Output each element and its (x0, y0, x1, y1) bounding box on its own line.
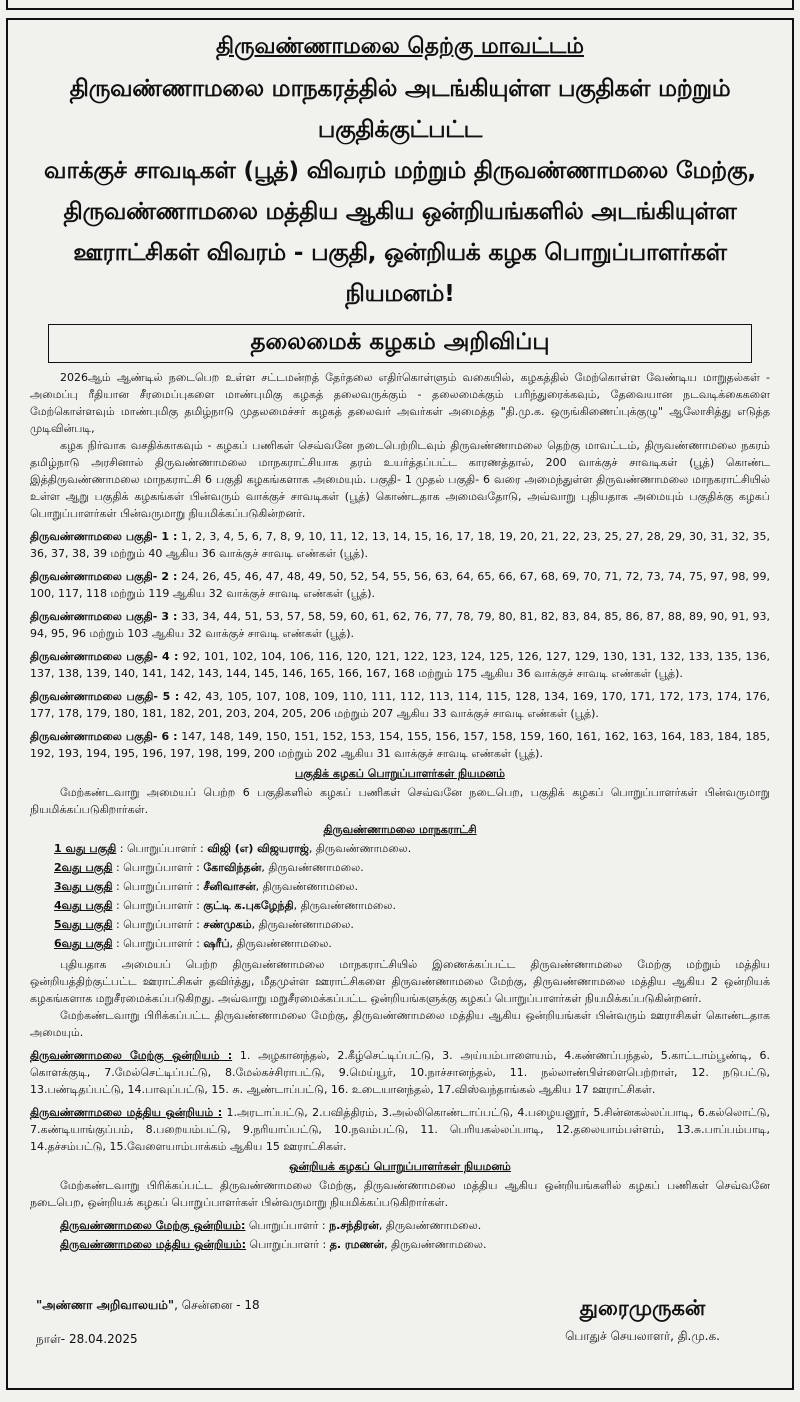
headline-line: திருவண்ணாமலை மத்திய ஆகிய ஒன்றியங்களில் அடங்கியுள்ள (63, 197, 737, 225)
union-incharge-name: ந.சந்திரன் (329, 1219, 379, 1232)
pakuthi-1 (30, 528, 770, 562)
pakuthi-2 (30, 568, 770, 602)
ward-role: : பொறுப்பாளர் : (112, 899, 204, 912)
ward-label: 3வது பகுதி (54, 880, 113, 893)
pakuthi-appointment-intro: மேற்கண்டவாறு அமையப் பெற்ற 6 பகுதிகளில் கழகப் பணிகள் செவ்வனே நடைபெற, பகுதிக் கழகப் பொறுப்பாளர்கள் பின்வருமாறு நியமிக்கப்படுகிறார்கள். (30, 786, 770, 816)
ward-row (54, 897, 770, 914)
notice-frame (6, 18, 794, 1390)
central-union-incharge (60, 1236, 770, 1253)
central-union-list: 1.அரடாப்பட்டு, 2.பவித்திரம், 3.அல்லிகொண்டாப்பட்டு, 4.பழையனூர், 5.சின்னகல்லப்பாடி, 6.கல்லொட்டு, 7.கண்டியாங்குப்பம், 8.பறையம்பட்டு, 9.நரியாப்பட்டு, 10.நவம்பட்டு, 11. பெரியகல்லப்பாடி, 12.தலையாம்பள்ளம், 13.சு.பாப்பம்பாடி, 14.தச்சம்பட்டு, 15.வேளையாம்பாக்கம் ஆகிய 15 ஊராட்சிகள். (30, 1106, 770, 1153)
headline-line: ஊராட்சிகள் விவரம் - பகுதி, ஒன்றியக் கழக பொறுப்பாளர்கள் நியமனம்! (73, 238, 727, 307)
ward-incharge-name: ஷரீப் (203, 937, 230, 950)
pakuthi-4 (30, 648, 770, 682)
top-border (6, 0, 794, 10)
intro-paragraph-2: கழக நிர்வாக வசதிக்காகவும் - கழகப் பணிகள் செவ்வனே நடைபெற்றிடவும் திருவண்ணாமலை தெற்கு மாவட்டம், திருவண்ணாமலை நகரம் தமிழ்நாடு அரசினால் திருவண்ணாமலை மாநகராட்சியாக தரம் உயர்த்தப்பட்ட காரணத்தால், 200 வாக்குச் சாவடிகள் (பூத்) கொண்ட இத்திருவண்ணாமலை மாநகராட்சி 6 பகுதி கழகங்களாக அமையும். பகுதி- 1 முதல் பகுதி- 6 வரை அமைந்துள்ள திருவண்ணாமலை மாநகராட்சியில் உள்ள ஆறு பகுதிக் கழகங்கள் பின்வரும் வாக்குச் சாவடிகள் (பூத்) கொண்டதாக அமைவதோடு, அவ்வாறு புதியதாக அமையும் பகுதிக்கு கழகப் பொறுப்பாளர்கள் பின்வருமாறு நியமிக்கப்படுகின்றனர். (30, 439, 770, 520)
ward-label: 1 வது பகுதி (54, 842, 117, 855)
signature-block (565, 1296, 720, 1345)
central-union-label: திருவண்ணாமலை மத்திய ஒன்றியம் : (30, 1106, 223, 1119)
west-union-panchayats (30, 1047, 770, 1098)
union-place: , திருவண்ணாமலை. (378, 1219, 482, 1232)
ward-role: : பொறுப்பாளர் : (112, 918, 204, 931)
pakuthi-label: திருவண்ணாமலை பகுதி- 6 : (30, 730, 178, 743)
union-intro-paragraph-1: புதியதாக அமையப் பெற்ற திருவண்ணாமலை மாநகராட்சியில் இணைக்கப்பட்ட திருவண்ணாமலை மேற்கு மற்றும் மத்திய ஒன்றியத்திற்குட்பட்ட ஊராட்சிகள் தவிர்த்து, மீதமுள்ள ஊராட்சிகளை திருவண்ணாமலை மேற்கு, திருவண்ணாமலை மத்திய ஆகிய 2 ஒன்றியக் கழகங்களாக மறுசீரமைக்கப்படுகிறது. அவ்வாறு மறுசீரமைக்கப்பட்ட ஒன்றியங்களுக்கு கழகப் பொறுப்பாளர்கள் நியமிக்கப்படுகின்றனர். (30, 958, 770, 1005)
ward-label: 5வது பகுதி (54, 918, 113, 931)
notice-date: நாள்- 28.04.2025 (36, 1332, 138, 1346)
pakuthi-label: திருவண்ணாமலை பகுதி- 5 : (30, 690, 180, 703)
union-intro-paragraph-2: மேற்கண்டவாறு பிரிக்கப்பட்ட திருவண்ணாமலை மேற்கு, திருவண்ணாமலை மத்திய ஆகிய ஒன்றியங்கள் பின்வரும் ஊராசிகள் கொண்டதாக அமையும். (30, 1009, 770, 1039)
ward-role: : பொறுப்பாளர் : (112, 861, 204, 874)
signatory-name: துரைமுருகன் (579, 1296, 706, 1320)
ward-row (54, 878, 770, 895)
pakuthi-booths: 147, 148, 149, 150, 151, 152, 153, 154, 155, 156, 157, 158, 159, 160, 161, 162, 163, 164, 183, 184, 185, 192, 193, 194, 195, 196, 197, 198, 199, 200 மற்றும் 202 ஆகிய 31 வாக்குச் சாவடி எண்கள் (பூத்). (30, 730, 771, 760)
pakuthi-booths: 92, 101, 102, 104, 106, 116, 120, 121, 122, 123, 124, 125, 126, 127, 129, 130, 131, 132, 133, 135, 136, 137, 138, 139, 140, 141, 142, 143, 144, 145, 146, 165, 166, 167, 168 மற்றும் 175 ஆகிய 36 வாக்குச் சாவடி எண்கள் (பூத்). (30, 650, 771, 680)
union-appointment-heading: ஒன்றியக் கழகப் பொறுப்பாளர்கள் நியமனம் (289, 1160, 511, 1173)
ward-place: , திருவண்ணாமலை. (255, 880, 359, 893)
ward-incharge-name: சண்முகம் (203, 918, 252, 931)
ward-incharge-name: கோவிந்தன் (203, 861, 262, 874)
ward-place: , திருவண்ணாமலை. (261, 861, 364, 874)
pakuthi-booths: 33, 34, 44, 51, 53, 57, 58, 59, 60, 61, 62, 76, 77, 78, 79, 80, 81, 82, 83, 84, 85, 86, 87, 88, 89, 90, 91, 93, 94, 95, 96 மற்றும் 103 ஆகிய 32 வாக்குச் சாவடி எண்கள் (பூத்). (30, 610, 770, 640)
district-title (8, 34, 792, 62)
district-text: திருவண்ணாமலை தெற்கு மாவட்டம் (216, 34, 584, 59)
announcement-box-title: தலைமைக் கழகம் அறிவிப்பு (48, 324, 752, 363)
union-incharge-name: த. ரமணன் (329, 1238, 385, 1251)
pakuthi-3 (30, 608, 770, 642)
headline-line: வாக்குச் சாவடிகள் (பூத்) விவரம் மற்றும் திருவண்ணாமலை மேற்கு, (44, 156, 756, 184)
pakuthi-6 (30, 728, 770, 762)
pakuthi-label: திருவண்ணாமலை பகுதி- 3 : (30, 610, 178, 623)
ward-row (54, 935, 770, 952)
corporation-heading: திருவண்ணாமலை மாநகராட்சி (323, 823, 477, 836)
ward-role: : பொறுப்பாளர் : (112, 880, 204, 893)
ward-place: , திருவண்ணாமலை. (251, 918, 354, 931)
ward-incharge-name: சீனிவாசன் (203, 880, 256, 893)
ward-incharge-name: குட்டி க.புகழேந்தி (203, 899, 294, 912)
headline (18, 68, 782, 314)
ward-role: : பொறுப்பாளர் : (112, 937, 204, 950)
pakuthi-booths: 42, 43, 105, 107, 108, 109, 110, 111, 112, 113, 114, 115, 128, 134, 169, 170, 171, 172, 173, 174, 176, 177, 178, 179, 180, 181, 182, 201, 203, 204, 205, 206 மற்றும் 207 ஆகிய 33 வாக்குச் சாவடி எண்கள் (பூத்). (30, 690, 770, 720)
ward-row (54, 840, 770, 857)
ward-label: 6வது பகுதி (54, 937, 113, 950)
union-role: பொறுப்பாளர் : (245, 1219, 330, 1232)
office-city: , சென்னை - 18 (174, 1298, 260, 1312)
pakuthi-booths: 24, 26, 45, 46, 47, 48, 49, 50, 52, 54, 55, 56, 63, 64, 65, 66, 67, 68, 69, 70, 71, 72, 73, 74, 75, 97, 98, 99, 100, 117, 118 மற்றும் 119 ஆகிய 32 வாக்குச் சாவடி எண்கள் (பூத்). (30, 570, 770, 600)
union-appointment-intro: மேற்கண்டவாறு பிரிக்கப்பட்ட திருவண்ணாமலை மேற்கு, திருவண்ணாமலை மத்திய ஆகிய ஒன்றியங்களில் கழகப் பணிகள் செவ்வனே நடைபெற, ஒன்றியக் கழகப் பொறுப்பாளர்கள் பின்வருமாறு நியமிக்கப்படுகிறார்கள். (30, 1179, 770, 1209)
union-label: திருவண்ணாமலை மேற்கு ஒன்றியம்: (60, 1219, 246, 1232)
pakuthi-booths: 1, 2, 3, 4, 5, 6, 7, 8, 9, 10, 11, 12, 13, 14, 15, 16, 17, 18, 19, 20, 21, 22, 23, 25, 27, 28, 29, 30, 31, 32, 35, 36, 37, 38, 39 மற்றும் 40 ஆகிய 36 வாக்குச் சாவடி எண்கள் (பூத்). (30, 530, 770, 560)
west-union-label: திருவண்ணாமலை மேற்கு ஒன்றியம் : (30, 1049, 233, 1062)
west-union-incharge (60, 1217, 770, 1234)
pakuthi-5 (30, 688, 770, 722)
ward-place: , திருவண்ணாமலை. (229, 937, 332, 950)
ward-row (54, 859, 770, 876)
central-union-panchayats (30, 1104, 770, 1155)
union-label: திருவண்ணாமலை மத்திய ஒன்றியம்: (60, 1238, 247, 1251)
ward-role: : பொறுப்பாளர் : (116, 842, 208, 855)
ward-label: 2வது பகுதி (54, 861, 113, 874)
headline-line: திருவண்ணாமலை மாநகரத்தில் அடங்கியுள்ள பகுதிகள் மற்றும் பகுதிக்குட்பட்ட (69, 74, 731, 143)
pakuthi-appointment-heading: பகுதிக் கழகப் பொறுப்பாளர்கள் நியமனம் (295, 767, 505, 780)
pakuthi-label: திருவண்ணாமலை பகுதி- 2 : (30, 570, 178, 583)
intro-paragraph-1: 2026ஆம் ஆண்டில் நடைபெற உள்ள சட்டமன்றத் தேர்தலை எதிர்கொள்ளும் வகையில், கழகத்தில் மேற்கொள்ள வேண்டிய மாறுதல்கள் - அமைப்பு ரீதியான சீரமைப்புகளை மாண்புமிகு கழகத் தலைவருக்கும் - தலைமைக்கும் பரிந்துரைக்கவும், தேவையான நடவடிக்கைகளை மேற்கொள்ளவும் மாண்புமிகு தமிழ்நாடு முதலமைச்சர் கழகத் தலைவர் அவர்கள் அமைத்த "தி.மு.க. ஒருங்கிணைப்புக்குழு" ஆலோசித்து எடுத்த முடிவின்படி, (30, 371, 770, 435)
notice-body (8, 363, 792, 1253)
pakuthi-label: திருவண்ணாமலை பகுதி- 1 : (30, 530, 178, 543)
union-role: பொறுப்பாளர் : (246, 1238, 330, 1251)
ward-label: 4வது பகுதி (54, 899, 113, 912)
signatory-designation: பொதுச் செயலாளர், தி.மு.க. (565, 1329, 720, 1343)
ward-row (54, 916, 770, 933)
ward-place: , திருவண்ணாமலை. (293, 899, 396, 912)
ward-incharge-name: விஜி (எ) விஜயராஜ் (207, 842, 309, 855)
union-place: , திருவண்ணாமலை. (384, 1238, 487, 1251)
west-union-list: 1. அழகானந்தல், 2.கீழ்செட்டிப்பட்டு, 3. அய்யம்பாளையம், 4.கண்ணப்பந்தல், 5.காட்டாம்பூண்டி, 6. கொளக்குடி, 7.மேல்செட்டிப்பட்டு, 8.மேல்கச்சிராபட்டு, 9.மெய்யூர், 10.நாச்சானந்தல், 11. நல்லாண்பிள்ளைபெற்றாள், 12. நடுபட்டு, 13.பண்டிதப்பட்டு, 14.பாவுப்பட்டு, 15. சு. ஆண்டாப்பட்டு, 16. உடையானந்தல், 17.விஸ்வந்தாங்கல் ஆகிய 17 ஊராட்சிகள். (30, 1049, 770, 1096)
ward-place: , திருவண்ணாமலை. (308, 842, 412, 855)
office-name: "அண்ணா அறிவாலயம்" (36, 1298, 175, 1312)
pakuthi-label: திருவண்ணாமலை பகுதி- 4 : (30, 650, 179, 663)
notice-footer (36, 1296, 764, 1348)
